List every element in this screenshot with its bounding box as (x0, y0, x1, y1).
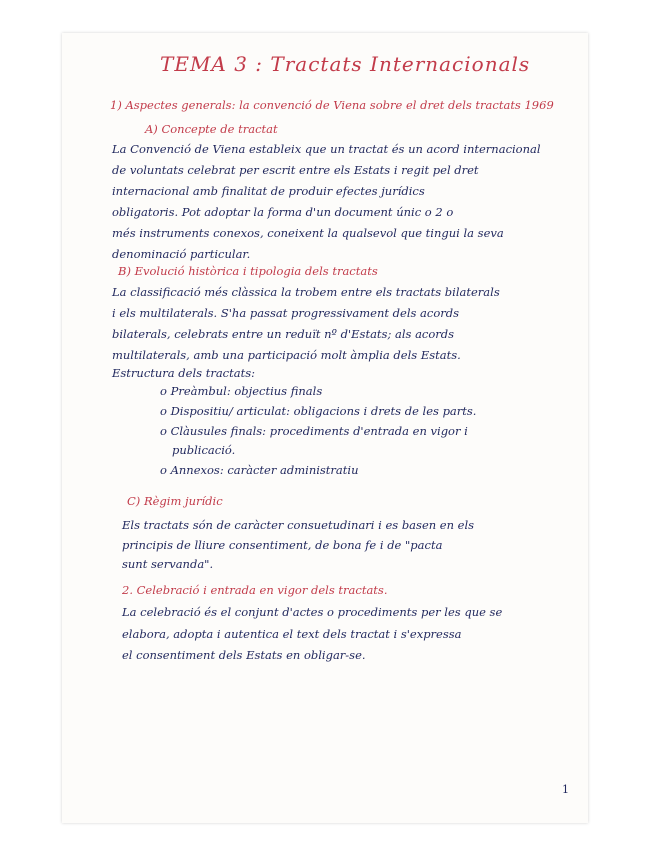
body-line: el consentiment dels Estats en obligar-se. (122, 648, 366, 662)
body-line: sunt servanda". (122, 557, 214, 571)
body-line: La classificació més clàssica la trobem entre els tractats bilaterals (112, 285, 500, 299)
page-number: 1 (562, 783, 569, 796)
body-line: de voluntats celebrat per escrit entre els Estats i regit pel dret (112, 163, 479, 177)
body-line: més instruments conexos, coneixent la qualsevol que tingui la seva (112, 226, 504, 240)
body-line: La Convenció de Viena estableix que un tractat és un acord internacional (112, 142, 541, 156)
bullet-item: o Clàusules finals: procediments d'entrada en vigor i (160, 424, 468, 438)
body-line: principis de lliure consentiment, de bona fe i de "pacta (122, 538, 443, 552)
body-line: Estructura dels tractats: (112, 366, 255, 380)
bullet-item: o Annexos: caràcter administratiu (160, 463, 359, 477)
body-line: multilaterals, amb una participació molt àmplia dels Estats. (112, 348, 461, 362)
body-line: i els multilaterals. S'ha passat progressivament dels acords (112, 306, 460, 320)
subsection-b-heading: B) Evolució històrica i tipologia dels tractats (118, 264, 378, 278)
body-line: bilaterals, celebrats entre un reduït nº d'Estats; als acords (112, 327, 455, 341)
section-1-heading: 1) Aspectes generals: la convenció de Viena sobre el dret dels tractats 1969 (110, 98, 554, 112)
subsection-c-heading: C) Règim jurídic (127, 494, 223, 508)
body-line: La celebració és el conjunt d'actes o procediments per les que se (122, 605, 503, 619)
body-line: elabora, adopta i autentica el text dels tractat i s'expressa (122, 627, 462, 641)
page-title: TEMA 3 : Tractats Internacionals (160, 52, 531, 76)
section-2-heading: 2. Celebració i entrada en vigor dels tractats. (122, 583, 388, 597)
bullet-item: publicació. (172, 443, 236, 457)
body-line: internacional amb finalitat de produir efectes jurídics (112, 184, 425, 198)
subsection-a-heading: A) Concepte de tractat (145, 122, 278, 136)
body-line: Els tractats són de caràcter consuetudinari i es basen en els (122, 518, 475, 532)
bullet-item: o Preàmbul: objectius finals (160, 384, 323, 398)
body-line: obligatoris. Pot adoptar la forma d'un document únic o 2 o (112, 205, 454, 219)
bullet-item: o Dispositiu/ articulat: obligacions i drets de les parts. (160, 404, 477, 418)
body-line: denominació particular. (112, 247, 251, 261)
